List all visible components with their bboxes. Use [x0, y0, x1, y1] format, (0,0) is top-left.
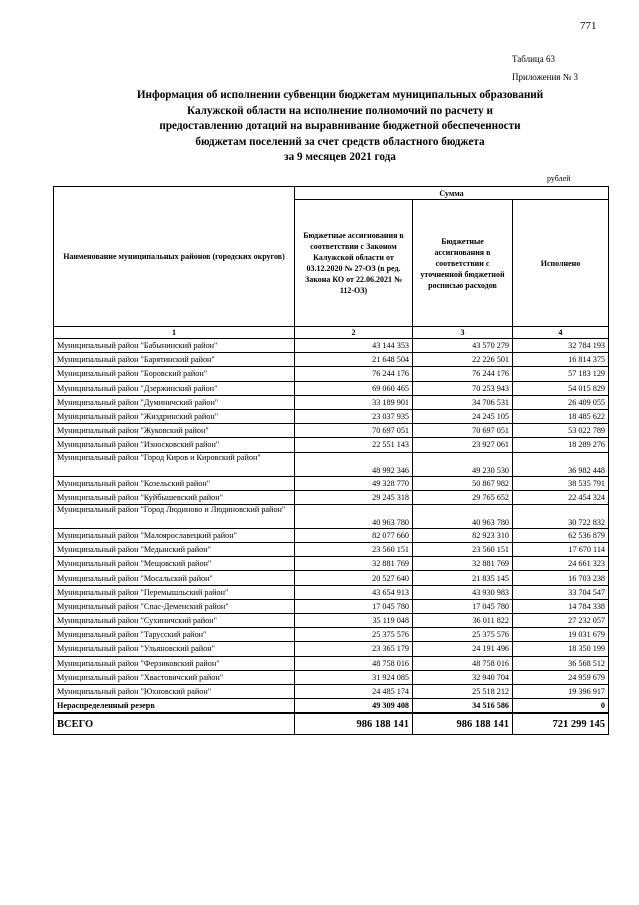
table-row [54, 684, 609, 698]
budget-refined-value: 32 881 769 [413, 557, 513, 571]
district-name: Муниципальный район "Износковский район" [54, 438, 295, 452]
table-row [54, 656, 609, 670]
table-row [54, 670, 609, 684]
total-col4: 721 299 145 [513, 713, 609, 735]
column-number: 3 [413, 327, 513, 339]
table-row [54, 585, 609, 599]
executed-value: 26 409 055 [513, 395, 609, 409]
district-name: Муниципальный район "Куйбышевский район" [54, 490, 295, 504]
executed-value: 38 535 791 [513, 476, 609, 490]
total-name: ВСЕГО [54, 713, 295, 735]
table-row [54, 476, 609, 490]
executed-value: 14 784 338 [513, 599, 609, 613]
title-line: Информация об исполнении субвенции бюджетам муниципальных образований [136, 89, 544, 101]
executed-value: 19 031 679 [513, 628, 609, 642]
budget-refined-value: 23 927 061 [413, 438, 513, 452]
district-name: Муниципальный район "Сухиничский район" [54, 614, 295, 628]
district-name: Муниципальный район "Барятинский район" [54, 353, 295, 367]
budget-law-value: 17 045 780 [295, 599, 413, 613]
budget-refined-value: 43 570 279 [413, 339, 513, 353]
district-name: Муниципальный район "Думиничский район" [54, 395, 295, 409]
table-row [54, 395, 609, 409]
budget-law-value: 25 375 576 [295, 628, 413, 642]
executed-value: 18 289 276 [513, 438, 609, 452]
district-name: Муниципальный район "Бабынинский район" [54, 339, 295, 353]
budget-law-value: 76 244 176 [295, 367, 413, 381]
budget-law-value: 31 924 085 [295, 670, 413, 684]
budget-law-value: 29 245 318 [295, 490, 413, 504]
executed-value: 57 183 129 [513, 367, 609, 381]
reserve-name: Нераспределенный резерв [54, 699, 295, 714]
page-number: 771 [580, 20, 597, 32]
budget-law-value: 69 060 465 [295, 381, 413, 395]
executed-value: 16 814 375 [513, 353, 609, 367]
budget-law-value: 40 963 780 [295, 504, 413, 528]
reserve-row [54, 699, 609, 714]
column-number: 2 [295, 327, 413, 339]
currency-unit: рублей [547, 174, 571, 183]
executed-value: 27 232 057 [513, 614, 609, 628]
column-number: 1 [54, 327, 295, 339]
table-row [54, 339, 609, 353]
budget-refined-value: 50 867 982 [413, 476, 513, 490]
budget-refined-value: 22 226 501 [413, 353, 513, 367]
budget-law-value: 20 527 640 [295, 571, 413, 585]
table-row [54, 381, 609, 395]
district-name: Муниципальный район "Тарусский район" [54, 628, 295, 642]
budget-refined-value: 43 930 983 [413, 585, 513, 599]
table-row [54, 614, 609, 628]
budget-refined-value: 40 963 780 [413, 504, 513, 528]
budget-refined-value: 24 245 105 [413, 409, 513, 423]
executed-value: 22 454 324 [513, 490, 609, 504]
header-name: Наименование муниципальных районов (городских округов) [54, 187, 295, 327]
budget-refined-value: 70 697 051 [413, 424, 513, 438]
budget-law-value: 32 881 769 [295, 557, 413, 571]
table-row [54, 353, 609, 367]
title-line: за 9 месяцев 2021 года [284, 151, 396, 163]
executed-value: 62 536 879 [513, 528, 609, 542]
budget-refined-value: 34 706 531 [413, 395, 513, 409]
budget-refined-value: 36 011 822 [413, 614, 513, 628]
budget-law-value: 48 992 346 [295, 452, 413, 476]
budget-law-value: 21 648 504 [295, 353, 413, 367]
budget-law-value: 43 144 353 [295, 339, 413, 353]
budget-refined-value: 17 045 780 [413, 599, 513, 613]
budget-law-value: 22 551 143 [295, 438, 413, 452]
budget-law-value: 43 654 913 [295, 585, 413, 599]
district-name: Муниципальный район "Хвастовичский район" [54, 670, 295, 684]
budget-refined-value: 76 244 176 [413, 367, 513, 381]
budget-law-value: 70 697 051 [295, 424, 413, 438]
budget-table [53, 186, 609, 735]
budget-law-value: 23 365 179 [295, 642, 413, 656]
district-name: Муниципальный район "Дзержинский район" [54, 381, 295, 395]
header-sum: Сумма [295, 187, 609, 200]
header-col2: Бюджетные ассигнования в соответствии с Законом Калужской области от 03.12.2020 № 27-ОЗ (в ред. Закона КО от 22.06.2021 № 112-ОЗ) [295, 200, 413, 327]
reserve-col4: 0 [513, 699, 609, 714]
district-name: Муниципальный район "Жуковский район" [54, 424, 295, 438]
district-name: Муниципальный район "Малоярославецкий район" [54, 528, 295, 542]
budget-refined-value: 24 191 496 [413, 642, 513, 656]
executed-value: 18 350 199 [513, 642, 609, 656]
district-name: Муниципальный район "Ферзиковский район" [54, 656, 295, 670]
executed-value: 32 784 193 [513, 339, 609, 353]
executed-value: 16 703 238 [513, 571, 609, 585]
district-name: Муниципальный район "Жиздринский район" [54, 409, 295, 423]
table-row [54, 599, 609, 613]
executed-value: 33 704 547 [513, 585, 609, 599]
table-row [54, 490, 609, 504]
budget-refined-value: 23 560 151 [413, 543, 513, 557]
executed-value: 24 959 679 [513, 670, 609, 684]
executed-value: 53 022 789 [513, 424, 609, 438]
header-col4: Исполнено [513, 200, 609, 327]
table-row [54, 438, 609, 452]
executed-value: 30 722 832 [513, 504, 609, 528]
reserve-col2: 49 309 408 [295, 699, 413, 714]
budget-law-value: 33 189 901 [295, 395, 413, 409]
budget-law-value: 49 328 770 [295, 476, 413, 490]
executed-value: 17 670 114 [513, 543, 609, 557]
executed-value: 19 396 917 [513, 684, 609, 698]
document-title [60, 88, 620, 166]
column-number: 4 [513, 327, 609, 339]
budget-refined-value: 48 758 016 [413, 656, 513, 670]
title-line: предоставлению дотаций на выравнивание бюджетной обеспеченности [159, 120, 521, 132]
table-row [54, 642, 609, 656]
table-row [54, 628, 609, 642]
title-line: Калужской области на исполнение полномочий по расчету и [187, 104, 493, 117]
table-row [54, 409, 609, 423]
budget-refined-value: 25 375 576 [413, 628, 513, 642]
executed-value: 36 982 448 [513, 452, 609, 476]
reserve-col3: 34 516 586 [413, 699, 513, 714]
budget-law-value: 35 119 048 [295, 614, 413, 628]
district-name: Муниципальный район "Мещовский район" [54, 557, 295, 571]
budget-refined-value: 29 765 652 [413, 490, 513, 504]
district-name: Муниципальный район "Юхновский район" [54, 684, 295, 698]
appendix-label: Приложения № 3 [512, 72, 579, 82]
table-row [54, 452, 609, 476]
budget-refined-value: 70 253 943 [413, 381, 513, 395]
budget-law-value: 23 037 935 [295, 409, 413, 423]
district-name: Муниципальный район "Спас-Деменский район" [54, 599, 295, 613]
table-row [54, 504, 609, 528]
table-body [54, 339, 609, 699]
table-row [54, 571, 609, 585]
table-row [54, 543, 609, 557]
table-row [54, 528, 609, 542]
budget-law-value: 23 560 151 [295, 543, 413, 557]
total-row [54, 713, 609, 735]
district-name: Муниципальный район "Город Людиново и Людиновский район" [54, 504, 295, 528]
table-row [54, 557, 609, 571]
total-col2: 986 188 141 [295, 713, 413, 735]
title-line: бюджетам поселений за счет средств областного бюджета [195, 135, 485, 148]
table-row [54, 367, 609, 381]
budget-law-value: 24 485 174 [295, 684, 413, 698]
district-name: Муниципальный район "Боровский район" [54, 367, 295, 381]
budget-law-value: 82 077 660 [295, 528, 413, 542]
district-name: Муниципальный район "Перемышльский район" [54, 585, 295, 599]
table-row [54, 424, 609, 438]
budget-refined-value: 21 835 145 [413, 571, 513, 585]
district-name: Муниципальный район "Мосальский район" [54, 571, 295, 585]
district-name: Муниципальный район "Медынский район" [54, 543, 295, 557]
executed-value: 18 485 622 [513, 409, 609, 423]
budget-refined-value: 82 923 310 [413, 528, 513, 542]
executed-value: 54 015 829 [513, 381, 609, 395]
district-name: Муниципальный район "Козельский район" [54, 476, 295, 490]
executed-value: 36 568 512 [513, 656, 609, 670]
table-number: Таблица 63 [512, 54, 555, 64]
district-name: Муниципальный район "Город Киров и Кировский район" [54, 452, 295, 476]
budget-law-value: 48 758 016 [295, 656, 413, 670]
header-col3: Бюджетные ассигнования в соответствии с уточненной бюджетной росписью расходов [413, 200, 513, 327]
budget-refined-value: 25 518 212 [413, 684, 513, 698]
budget-refined-value: 49 230 530 [413, 452, 513, 476]
district-name: Муниципальный район "Ульяновский район" [54, 642, 295, 656]
total-col3: 986 188 141 [413, 713, 513, 735]
budget-refined-value: 32 940 704 [413, 670, 513, 684]
executed-value: 24 661 323 [513, 557, 609, 571]
